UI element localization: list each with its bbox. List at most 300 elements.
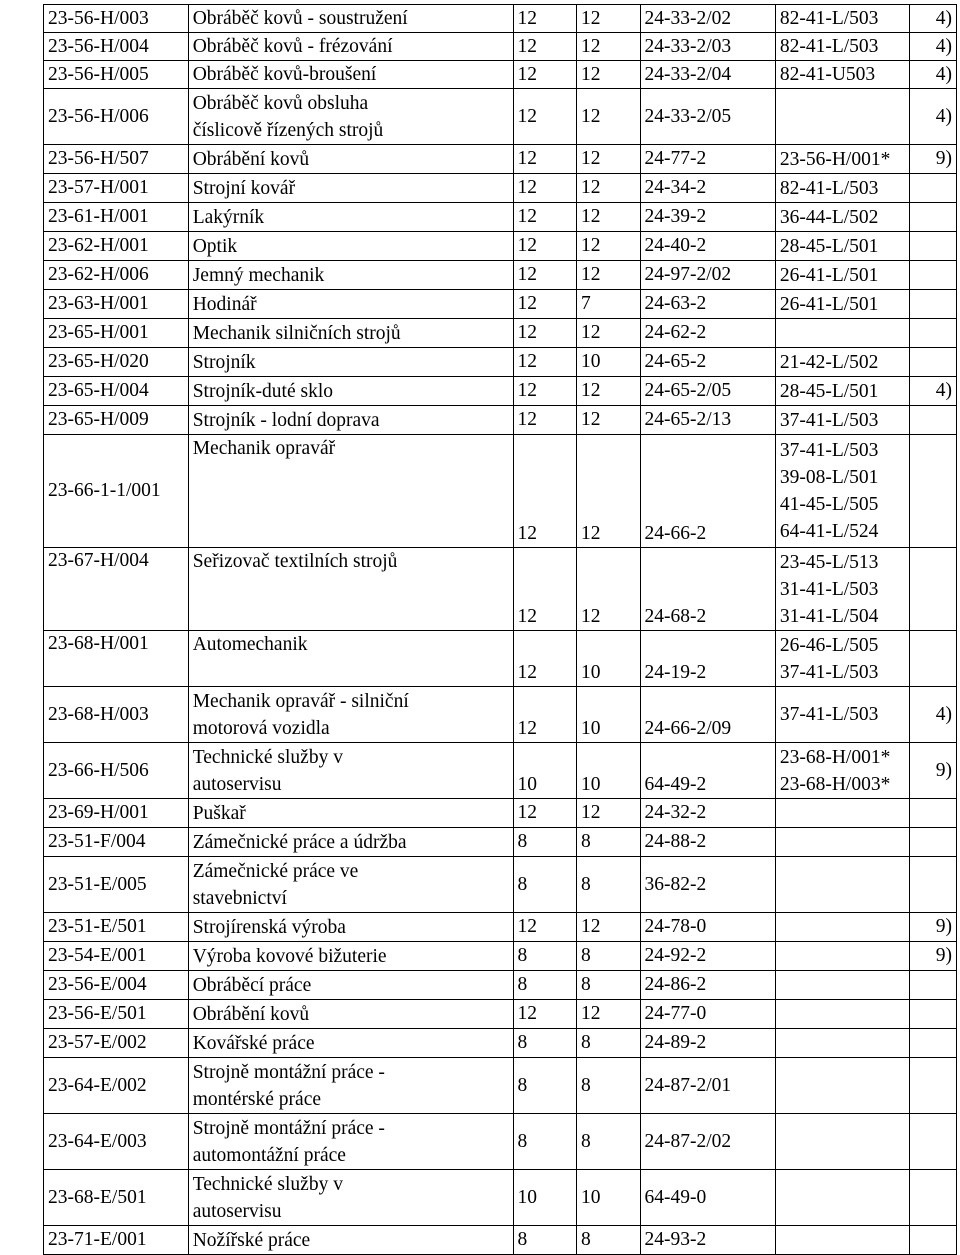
link-cell-line: 37-41-L/503 — [779, 409, 879, 431]
name-cell-line: Nožířské práce — [192, 1229, 311, 1251]
name-cell-line: Obráběč kovů obsluha — [192, 92, 369, 114]
name-cell — [188, 743, 513, 799]
table-row — [44, 377, 957, 406]
hours-a-cell: 12 — [513, 913, 577, 942]
ref-cell: 24-33-2/05 — [640, 89, 775, 145]
note-cell — [910, 435, 957, 548]
hours-b-cell: 12 — [577, 33, 641, 61]
name-cell-line: Puškař — [192, 802, 246, 824]
hours-b-cell: 10 — [577, 687, 641, 743]
link-cell-line: 23-56-H/001* — [779, 148, 891, 170]
name-cell — [188, 290, 513, 319]
note-cell — [910, 1000, 957, 1029]
name-cell-line: Obráběč kovů - soustružení — [192, 8, 408, 29]
ref-cell: 24-33-2/02 — [640, 5, 775, 33]
link-cell — [775, 174, 909, 203]
hours-a-cell: 12 — [513, 377, 577, 406]
code-cell: 23-65-H/001 — [44, 319, 189, 348]
link-cell — [775, 1029, 909, 1058]
link-cell-line: 37-41-L/503 — [779, 440, 879, 461]
code-cell: 23-63-H/001 — [44, 290, 189, 319]
hours-a-cell: 12 — [513, 799, 577, 828]
name-cell — [188, 1226, 513, 1255]
code-cell: 23-67-H/004 — [44, 548, 189, 631]
code-cell: 23-64-E/003 — [44, 1114, 189, 1170]
code-cell: 23-56-E/004 — [44, 971, 189, 1000]
link-cell — [775, 548, 909, 631]
name-cell — [188, 89, 513, 145]
hours-b-cell: 8 — [577, 1029, 641, 1058]
link-cell-line: 23-45-L/513 — [779, 551, 879, 573]
link-cell-line: 31-41-L/504 — [779, 605, 879, 627]
table-row — [44, 89, 957, 145]
name-cell-line: Strojník - lodní doprava — [192, 409, 380, 431]
link-cell — [775, 33, 909, 61]
code-cell: 23-65-H/004 — [44, 377, 189, 406]
name-cell-line: Technické služby v — [192, 1173, 343, 1195]
link-cell-line: 36-44-L/502 — [779, 206, 879, 228]
ref-cell: 24-92-2 — [640, 942, 775, 971]
table-row — [44, 348, 957, 377]
hours-a-cell: 10 — [513, 1170, 577, 1226]
name-cell — [188, 1170, 513, 1226]
table-row — [44, 971, 957, 1000]
link-cell — [775, 1114, 909, 1170]
ref-cell: 64-49-2 — [640, 743, 775, 799]
name-cell — [188, 174, 513, 203]
name-cell — [188, 857, 513, 913]
hours-b-cell: 12 — [577, 261, 641, 290]
code-cell: 23-62-H/001 — [44, 232, 189, 261]
ref-cell: 24-87-2/01 — [640, 1058, 775, 1114]
note-cell — [910, 203, 957, 232]
table-row — [44, 1170, 957, 1226]
link-cell — [775, 1170, 909, 1226]
table-row — [44, 203, 957, 232]
name-cell-line: Automechanik — [192, 634, 308, 655]
hours-b-cell: 10 — [577, 743, 641, 799]
hours-a-cell: 8 — [513, 1058, 577, 1114]
name-cell-line: Obráběč kovů-broušení — [192, 64, 377, 85]
note-cell — [910, 799, 957, 828]
name-cell — [188, 145, 513, 174]
hours-a-cell: 8 — [513, 857, 577, 913]
code-cell: 23-56-H/003 — [44, 5, 189, 33]
hours-b-cell: 12 — [577, 435, 641, 548]
name-cell — [188, 1029, 513, 1058]
link-cell — [775, 61, 909, 89]
ref-cell: 24-19-2 — [640, 631, 775, 687]
name-cell-line: Mechanik silničních strojů — [192, 322, 401, 344]
hours-b-cell: 12 — [577, 548, 641, 631]
note-cell — [910, 319, 957, 348]
link-cell-line: 82-41-L/503 — [779, 177, 879, 199]
code-cell: 23-65-H/009 — [44, 406, 189, 435]
ref-cell: 24-68-2 — [640, 548, 775, 631]
table-row — [44, 1114, 957, 1170]
ref-cell: 24-97-2/02 — [640, 261, 775, 290]
ref-cell: 24-93-2 — [640, 1226, 775, 1255]
note-cell — [910, 1029, 957, 1058]
code-cell: 23-69-H/001 — [44, 799, 189, 828]
name-cell-line: Výroba kovové bižuterie — [192, 945, 387, 967]
hours-b-cell: 12 — [577, 1000, 641, 1029]
note-cell — [910, 290, 957, 319]
hours-b-cell: 12 — [577, 61, 641, 89]
link-cell — [775, 435, 909, 548]
note-cell — [910, 1170, 957, 1226]
name-cell-line: Hodinář — [192, 293, 257, 315]
code-cell: 23-54-E/001 — [44, 942, 189, 971]
note-cell — [910, 406, 957, 435]
ref-cell: 24-33-2/04 — [640, 61, 775, 89]
hours-b-cell: 12 — [577, 406, 641, 435]
table-row — [44, 145, 957, 174]
link-cell — [775, 857, 909, 913]
name-cell-line: Jemný mechanik — [192, 264, 325, 286]
table-row — [44, 261, 957, 290]
table-row — [44, 290, 957, 319]
name-cell — [188, 1058, 513, 1114]
name-cell-line: montérské práce — [192, 1088, 322, 1110]
hours-a-cell: 12 — [513, 319, 577, 348]
hours-a-cell: 12 — [513, 174, 577, 203]
link-cell-line: 26-41-L/501 — [779, 264, 879, 286]
note-cell: 9) — [910, 942, 957, 971]
hours-b-cell: 12 — [577, 5, 641, 33]
hours-b-cell: 10 — [577, 348, 641, 377]
ref-cell: 24-65-2/13 — [640, 406, 775, 435]
hours-b-cell: 12 — [577, 319, 641, 348]
note-cell — [910, 174, 957, 203]
link-cell-line: 37-41-L/503 — [779, 661, 879, 683]
name-cell — [188, 406, 513, 435]
note-cell — [910, 1058, 957, 1114]
name-cell — [188, 942, 513, 971]
name-cell-line: Strojník — [192, 351, 256, 373]
table-row — [44, 1029, 957, 1058]
link-cell-line: 26-46-L/505 — [779, 634, 879, 656]
hours-a-cell: 12 — [513, 348, 577, 377]
hours-a-cell: 12 — [513, 290, 577, 319]
code-cell: 23-64-E/002 — [44, 1058, 189, 1114]
table-row — [44, 61, 957, 89]
hours-a-cell: 12 — [513, 435, 577, 548]
table-row — [44, 942, 957, 971]
link-cell — [775, 261, 909, 290]
qualification-table — [43, 4, 957, 1255]
ref-cell: 24-86-2 — [640, 971, 775, 1000]
link-cell-line: 82-41-L/503 — [779, 8, 879, 29]
hours-a-cell: 12 — [513, 145, 577, 174]
hours-b-cell: 10 — [577, 631, 641, 687]
hours-a-cell: 8 — [513, 1029, 577, 1058]
link-cell — [775, 1058, 909, 1114]
hours-a-cell: 12 — [513, 548, 577, 631]
hours-b-cell: 12 — [577, 377, 641, 406]
name-cell-line: Zámečnické práce a údržba — [192, 831, 407, 853]
hours-b-cell: 8 — [577, 828, 641, 857]
hours-b-cell: 8 — [577, 1114, 641, 1170]
note-cell — [910, 1114, 957, 1170]
hours-a-cell: 8 — [513, 971, 577, 1000]
link-cell-line: 82-41-L/503 — [779, 36, 879, 57]
code-cell: 23-56-H/507 — [44, 145, 189, 174]
code-cell: 23-65-H/020 — [44, 348, 189, 377]
name-cell-line: stavebnictví — [192, 887, 287, 909]
note-cell: 9) — [910, 913, 957, 942]
ref-cell: 24-34-2 — [640, 174, 775, 203]
hours-a-cell: 12 — [513, 5, 577, 33]
name-cell — [188, 1114, 513, 1170]
ref-cell: 24-77-0 — [640, 1000, 775, 1029]
table-row — [44, 232, 957, 261]
name-cell-line: motorová vozidla — [192, 717, 330, 739]
hours-a-cell: 12 — [513, 203, 577, 232]
link-cell — [775, 89, 909, 145]
table-row — [44, 857, 957, 913]
name-cell-line: Obráběcí práce — [192, 974, 312, 996]
ref-cell: 24-88-2 — [640, 828, 775, 857]
code-cell: 23-56-H/004 — [44, 33, 189, 61]
link-cell — [775, 5, 909, 33]
code-cell: 23-66-1-1/001 — [44, 435, 189, 548]
note-cell: 4) — [910, 33, 957, 61]
code-cell: 23-56-H/005 — [44, 61, 189, 89]
code-cell: 23-71-E/001 — [44, 1226, 189, 1255]
link-cell-line: 31-41-L/503 — [779, 578, 879, 600]
hours-a-cell: 8 — [513, 1114, 577, 1170]
note-cell: 4) — [910, 61, 957, 89]
name-cell — [188, 913, 513, 942]
table-row — [44, 687, 957, 743]
name-cell — [188, 319, 513, 348]
code-cell: 23-61-H/001 — [44, 203, 189, 232]
code-cell: 23-56-H/006 — [44, 89, 189, 145]
hours-b-cell: 10 — [577, 1170, 641, 1226]
name-cell-line: Kovářské práce — [192, 1032, 315, 1054]
ref-cell: 24-63-2 — [640, 290, 775, 319]
name-cell-line: Seřizovač textilních strojů — [192, 551, 398, 572]
link-cell — [775, 319, 909, 348]
note-cell: 9) — [910, 743, 957, 799]
link-cell-line: 28-45-L/501 — [779, 235, 879, 257]
code-cell: 23-68-E/501 — [44, 1170, 189, 1226]
link-cell — [775, 232, 909, 261]
hours-b-cell: 8 — [577, 857, 641, 913]
table-row — [44, 1226, 957, 1255]
ref-cell: 24-62-2 — [640, 319, 775, 348]
name-cell-line: Mechanik opravář — [192, 438, 336, 459]
name-cell — [188, 687, 513, 743]
table-row — [44, 799, 957, 828]
hours-a-cell: 12 — [513, 406, 577, 435]
name-cell — [188, 348, 513, 377]
link-cell-line: 23-68-H/001* — [779, 746, 891, 768]
hours-b-cell: 8 — [577, 942, 641, 971]
name-cell — [188, 61, 513, 89]
name-cell — [188, 799, 513, 828]
note-cell — [910, 232, 957, 261]
table-row — [44, 631, 957, 687]
ref-cell: 24-87-2/02 — [640, 1114, 775, 1170]
link-cell — [775, 348, 909, 377]
hours-a-cell: 12 — [513, 89, 577, 145]
table-row — [44, 319, 957, 348]
name-cell — [188, 548, 513, 631]
link-cell-line: 21-42-L/502 — [779, 351, 879, 373]
note-cell — [910, 348, 957, 377]
hours-b-cell: 12 — [577, 89, 641, 145]
ref-cell: 24-33-2/03 — [640, 33, 775, 61]
name-cell-line: Obrábění kovů — [192, 148, 310, 170]
table-row — [44, 743, 957, 799]
link-cell-line: 23-68-H/003* — [779, 773, 891, 795]
code-cell: 23-57-H/001 — [44, 174, 189, 203]
hours-a-cell: 8 — [513, 942, 577, 971]
hours-a-cell: 10 — [513, 743, 577, 799]
hours-a-cell: 12 — [513, 261, 577, 290]
hours-a-cell: 12 — [513, 631, 577, 687]
name-cell-line: Strojní kovář — [192, 177, 296, 199]
link-cell — [775, 145, 909, 174]
code-cell: 23-51-E/005 — [44, 857, 189, 913]
table-row — [44, 174, 957, 203]
ref-cell: 24-66-2 — [640, 435, 775, 548]
hours-b-cell: 12 — [577, 799, 641, 828]
name-cell-line: Strojírenská výroba — [192, 916, 346, 938]
link-cell — [775, 631, 909, 687]
name-cell-line: číslicově řízených strojů — [192, 119, 384, 141]
code-cell: 23-57-E/002 — [44, 1029, 189, 1058]
name-cell — [188, 232, 513, 261]
table-row — [44, 548, 957, 631]
name-cell-line: automontážní práce — [192, 1144, 346, 1166]
code-cell: 23-62-H/006 — [44, 261, 189, 290]
name-cell-line: Obrábění kovů — [192, 1003, 310, 1025]
hours-b-cell: 8 — [577, 971, 641, 1000]
code-cell: 23-56-E/501 — [44, 1000, 189, 1029]
table-row — [44, 1000, 957, 1029]
hours-a-cell: 12 — [513, 1000, 577, 1029]
link-cell-line: 37-41-L/503 — [779, 704, 879, 725]
link-cell — [775, 942, 909, 971]
note-cell — [910, 261, 957, 290]
link-cell — [775, 377, 909, 406]
link-cell-line: 41-45-L/505 — [779, 494, 879, 515]
link-cell — [775, 1226, 909, 1255]
link-cell — [775, 290, 909, 319]
code-cell: 23-68-H/003 — [44, 687, 189, 743]
code-cell: 23-66-H/506 — [44, 743, 189, 799]
hours-b-cell: 12 — [577, 232, 641, 261]
note-cell — [910, 857, 957, 913]
name-cell-line: Mechanik opravář - silniční — [192, 690, 409, 712]
ref-cell: 24-65-2 — [640, 348, 775, 377]
link-cell — [775, 687, 909, 743]
hours-a-cell: 12 — [513, 33, 577, 61]
name-cell — [188, 631, 513, 687]
code-cell: 23-51-F/004 — [44, 828, 189, 857]
name-cell-line: Optik — [192, 235, 238, 257]
note-cell: 4) — [910, 89, 957, 145]
hours-a-cell: 12 — [513, 687, 577, 743]
link-cell — [775, 1000, 909, 1029]
link-cell-line: 39-08-L/501 — [779, 467, 879, 488]
ref-cell: 24-65-2/05 — [640, 377, 775, 406]
table-row — [44, 1058, 957, 1114]
ref-cell: 24-32-2 — [640, 799, 775, 828]
link-cell — [775, 971, 909, 1000]
link-cell-line: 82-41-U503 — [779, 64, 876, 85]
note-cell: 4) — [910, 377, 957, 406]
name-cell-line: Technické služby v — [192, 746, 343, 768]
ref-cell: 24-66-2/09 — [640, 687, 775, 743]
link-cell — [775, 406, 909, 435]
name-cell-line: Strojně montážní práce - — [192, 1061, 385, 1083]
table-row — [44, 828, 957, 857]
name-cell-line: autoservisu — [192, 1200, 282, 1222]
link-cell-line: 64-41-L/524 — [779, 521, 879, 542]
table-row — [44, 406, 957, 435]
note-cell — [910, 971, 957, 1000]
name-cell — [188, 203, 513, 232]
hours-b-cell: 12 — [577, 174, 641, 203]
note-cell: 9) — [910, 145, 957, 174]
link-cell — [775, 828, 909, 857]
link-cell — [775, 203, 909, 232]
link-cell-line: 26-41-L/501 — [779, 293, 879, 315]
name-cell-line: Obráběč kovů - frézování — [192, 36, 393, 57]
name-cell — [188, 435, 513, 548]
hours-b-cell: 7 — [577, 290, 641, 319]
hours-a-cell: 8 — [513, 1226, 577, 1255]
table-row — [44, 913, 957, 942]
hours-a-cell: 12 — [513, 232, 577, 261]
code-cell: 23-68-H/001 — [44, 631, 189, 687]
table-body — [44, 5, 957, 1255]
table-row — [44, 435, 957, 548]
name-cell — [188, 33, 513, 61]
link-cell — [775, 913, 909, 942]
hours-a-cell: 8 — [513, 828, 577, 857]
note-cell: 4) — [910, 687, 957, 743]
hours-b-cell: 12 — [577, 913, 641, 942]
hours-b-cell: 8 — [577, 1058, 641, 1114]
note-cell — [910, 1226, 957, 1255]
name-cell — [188, 377, 513, 406]
hours-b-cell: 12 — [577, 145, 641, 174]
name-cell-line: Strojník-duté sklo — [192, 380, 333, 402]
ref-cell: 24-77-2 — [640, 145, 775, 174]
name-cell — [188, 828, 513, 857]
hours-a-cell: 12 — [513, 61, 577, 89]
name-cell-line: Strojně montážní práce - — [192, 1117, 385, 1139]
note-cell — [910, 828, 957, 857]
ref-cell: 24-39-2 — [640, 203, 775, 232]
name-cell — [188, 971, 513, 1000]
link-cell — [775, 799, 909, 828]
note-cell — [910, 548, 957, 631]
code-cell: 23-51-E/501 — [44, 913, 189, 942]
name-cell-line: autoservisu — [192, 773, 282, 795]
table-row — [44, 33, 957, 61]
name-cell-line: Zámečnické práce ve — [192, 860, 359, 882]
link-cell-line: 28-45-L/501 — [779, 380, 879, 402]
ref-cell: 24-78-0 — [640, 913, 775, 942]
ref-cell: 24-89-2 — [640, 1029, 775, 1058]
ref-cell: 64-49-0 — [640, 1170, 775, 1226]
